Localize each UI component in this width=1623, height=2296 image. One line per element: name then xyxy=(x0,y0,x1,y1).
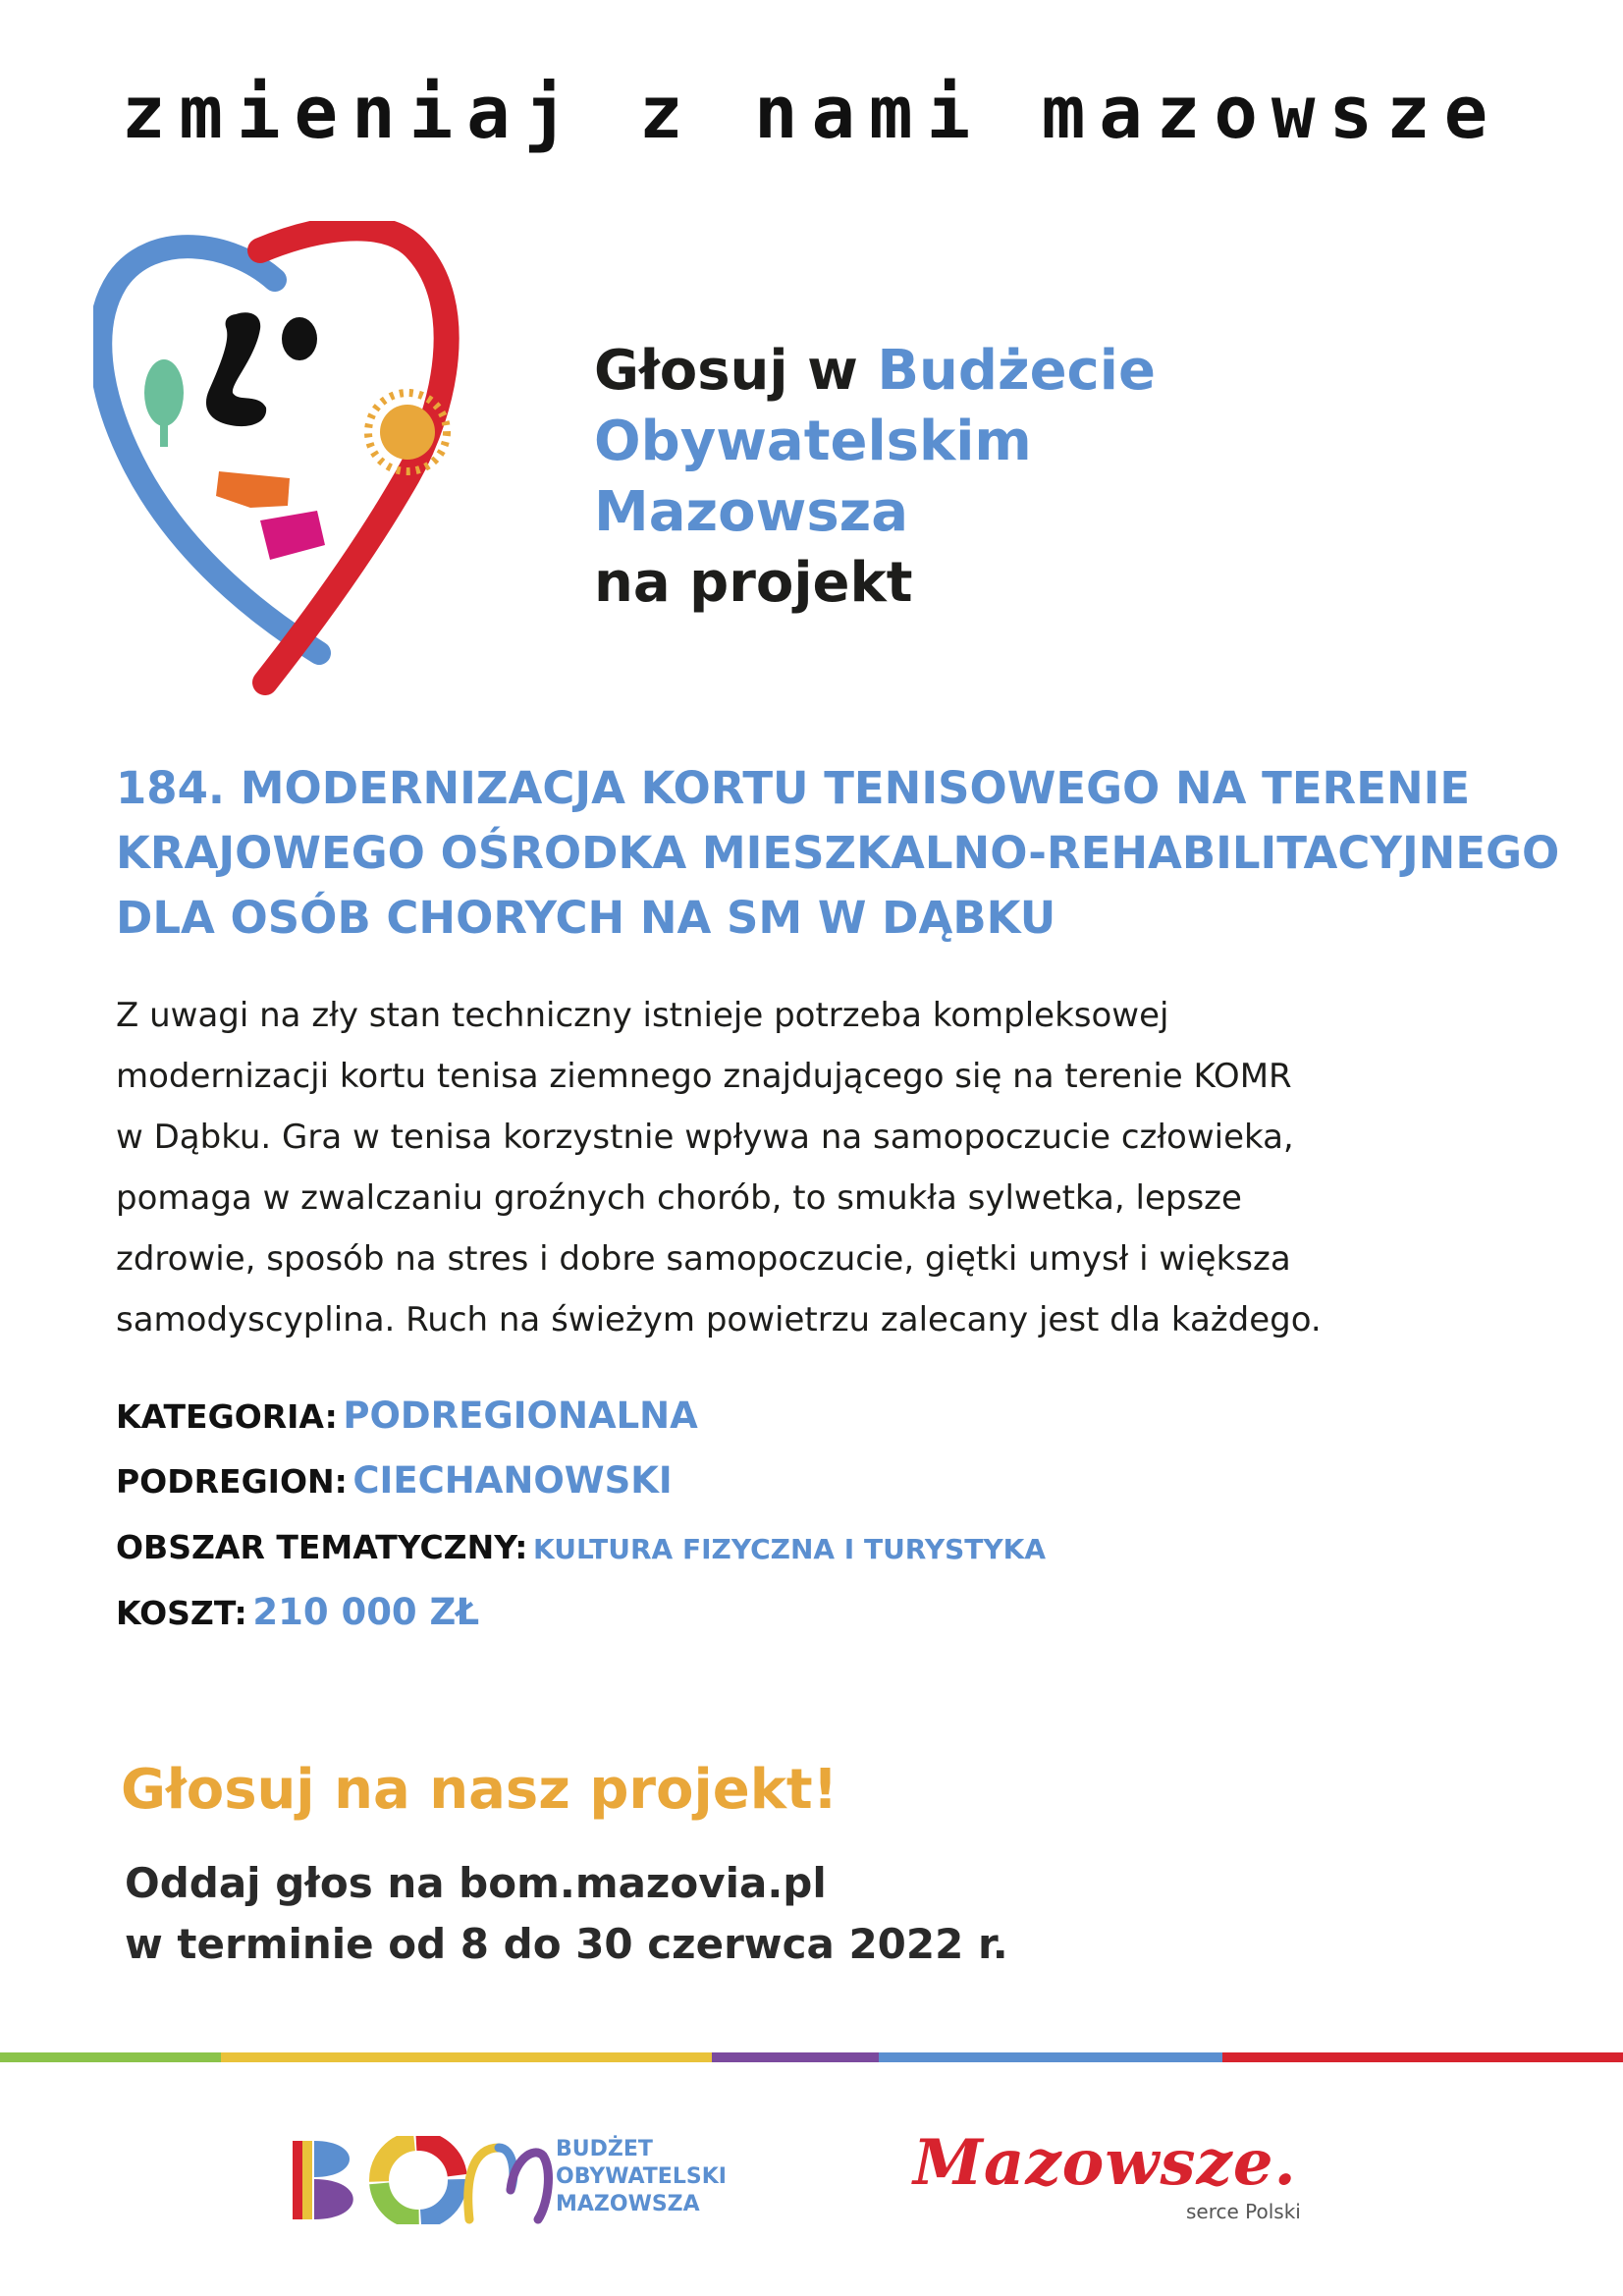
project-description xyxy=(116,985,1510,1350)
mazowsze-tagline: serce Polski xyxy=(1186,2200,1301,2223)
face-lips-magenta xyxy=(260,511,325,560)
hero-line3: Mazowsza xyxy=(594,480,909,544)
heart-face-logo xyxy=(93,221,555,712)
bom-text-line2: OBYWATELSKI xyxy=(556,2164,727,2189)
top-slogan: zmieniaj z nami mazowsze xyxy=(121,71,1502,155)
cost-value: 210 000 ZŁ xyxy=(252,1591,480,1633)
bom-text-line1: BUDŻET xyxy=(556,2137,653,2161)
face-mouth-orange xyxy=(216,471,290,508)
project-title xyxy=(116,756,1560,951)
bom-wordmark xyxy=(556,2136,727,2218)
description-line: w Dąbku. Gra w tenisa korzystnie wpływa na samopoczucie człowieka, xyxy=(116,1118,1294,1157)
category-value: PODREGIONALNA xyxy=(343,1394,698,1437)
bom-letter-m xyxy=(468,2148,549,2219)
stripe-blue xyxy=(879,2052,1222,2062)
hero-line1-dark: Głosuj w xyxy=(594,339,878,403)
stripe-red xyxy=(1222,2052,1623,2062)
cost-label: KOSZT: xyxy=(116,1594,247,1632)
meta-area xyxy=(116,1528,1046,1566)
face-eye-black xyxy=(282,317,317,360)
cta-line2: w terminie od 8 do 30 czerwca 2022 r. xyxy=(125,1920,1008,1968)
description-line: modernizacji kortu tenisa ziemnego znajdującego się na terenie KOMR xyxy=(116,1057,1292,1096)
project-title-line: 184. MODERNIZACJA KORTU TENISOWEGO NA TERENIE xyxy=(116,762,1471,814)
cta-line1: Oddaj głos na bom.mazovia.pl xyxy=(125,1859,827,1907)
stripe-purple xyxy=(712,2052,879,2062)
description-line: samodyscyplina. Ruch na świeżym powietrzu zalecany jest dla każdego. xyxy=(116,1300,1322,1339)
heart-left-stroke-blue xyxy=(100,246,319,653)
bom-letter-b xyxy=(293,2141,353,2219)
hero-line4: na projekt xyxy=(594,551,913,615)
meta-category xyxy=(116,1394,698,1437)
description-line: zdrowie, sposób na stres i dobre samopoczucie, giętki umysł i większa xyxy=(116,1239,1291,1279)
bom-text-line3: MAZOWSZA xyxy=(556,2192,700,2216)
cta-headline: Głosuj na nasz projekt! xyxy=(121,1758,839,1822)
meta-subregion xyxy=(116,1459,673,1502)
hero-line1-blue: Budżecie xyxy=(877,339,1156,403)
area-label: OBSZAR TEMATYCZNY: xyxy=(116,1528,528,1566)
face-tree-green xyxy=(144,359,184,447)
area-value: KULTURA FIZYCZNA I TURYSTYKA xyxy=(533,1533,1047,1565)
stripe-green xyxy=(0,2052,221,2062)
color-stripe xyxy=(0,2052,1623,2062)
subregion-value: CIECHANOWSKI xyxy=(352,1459,673,1502)
mazowsze-logo: Mazowsze. xyxy=(913,2126,1297,2200)
meta-cost xyxy=(116,1591,479,1633)
cta-details xyxy=(125,1853,1008,1975)
stripe-yellow xyxy=(221,2052,712,2062)
project-title-line: DLA OSÓB CHORYCH NA SM W DĄBKU xyxy=(116,892,1056,944)
description-line: pomaga w zwalczaniu groźnych chorób, to smukła sylwetka, lepsze xyxy=(116,1178,1242,1218)
description-line: Z uwagi na zły stan techniczny istnieje potrzeba kompleksowej xyxy=(116,996,1169,1035)
hero-heading xyxy=(594,336,1156,619)
category-label: KATEGORIA: xyxy=(116,1397,338,1436)
project-title-line: KRAJOWEGO OŚRODKA MIESZKALNO-REHABILITACYJNEGO xyxy=(116,827,1560,879)
bom-letter-o xyxy=(379,2141,458,2219)
hero-line2: Obywatelskim xyxy=(594,410,1032,473)
subregion-label: PODREGION: xyxy=(116,1462,348,1501)
face-nose-black xyxy=(206,312,266,426)
